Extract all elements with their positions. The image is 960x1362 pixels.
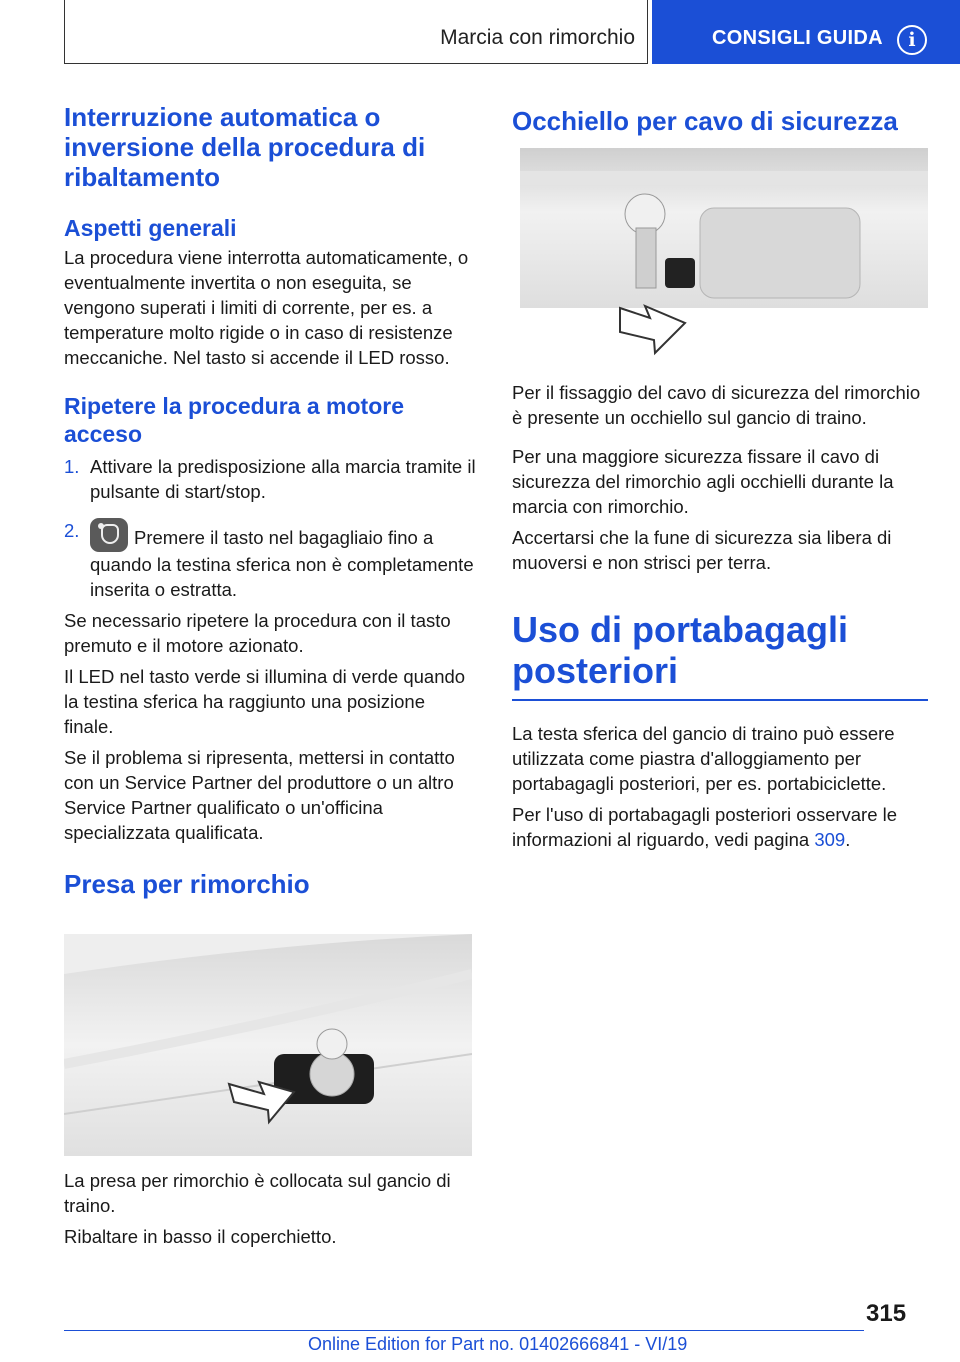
- steps-list: [64, 454, 476, 602]
- section-title-carrier: Uso di portabagagli posteriori: [512, 609, 849, 691]
- paragraph-eyelet-info: Per il fissaggio del cavo di sicurezza del rimorchio è presente un occhiello sul gancio di traino.: [512, 382, 921, 428]
- step-text: Premere il tasto nel bagagliaio fino a quando la testina sferica non è completamente inserita o estratta.: [90, 527, 474, 600]
- paragraph-repeat: Se necessario ripetere la procedura con il tasto premuto e il motore azionato.: [64, 610, 451, 656]
- paragraph-eyelet-safety: Per una maggiore sicurezza fissare il cavo di sicurezza del rimorchio agli occhielli durante la marcia con rimorchio.: [512, 446, 894, 517]
- title-divider: [512, 699, 928, 701]
- reference-end: .: [845, 828, 851, 850]
- trailer-socket-image: [64, 934, 472, 1156]
- step-number: 1.: [64, 456, 80, 477]
- trunk-button-icon: [90, 518, 128, 552]
- page-link-309[interactable]: 309: [814, 828, 846, 850]
- info-icon[interactable]: i: [897, 25, 927, 55]
- left-column-bottom: [64, 1168, 476, 1249]
- header-chapter-tab[interactable]: [652, 0, 960, 64]
- paragraph-contact: Se il problema si ripresenta, mettersi in contatto con un Service Partner del produttore o un altro Service Partner qualificato o un'officina specializzata qualificata.: [64, 747, 455, 843]
- section-title-socket: Presa per rimorchio: [64, 869, 310, 899]
- section-title-eyelet: Occhiello per cavo di sicurezza: [512, 106, 898, 136]
- left-column: [64, 100, 476, 899]
- list-item: [64, 518, 476, 602]
- paragraph-led: Il LED nel tasto verde si illumina di verde quando la testina sferica ha raggiunto una posizione finale.: [64, 666, 466, 737]
- right-column-bottom: [512, 380, 928, 852]
- header-section-title: Marcia con rimorchio: [440, 26, 635, 49]
- safety-eyelet-image: [520, 148, 928, 366]
- header-section-box: [64, 0, 648, 64]
- list-item: [64, 454, 476, 504]
- header-chapter-title: CONSIGLI GUIDA: [712, 27, 883, 49]
- paragraph-carrier-usage: La testa sferica del gancio di traino può essere utilizzata come piastra d'alloggiamento per portabagagli posteriori, per es. portabiciclette.: [512, 722, 895, 794]
- paragraph-carrier-reference: [512, 802, 928, 852]
- paragraph-eyelet-cable: Accertarsi che la fune di sicurezza sia libera di muoversi e non strisci per terra.: [512, 527, 892, 573]
- paragraph-socket-location: La presa per rimorchio è collocata sul gancio di traino.: [64, 1170, 451, 1216]
- paragraph-general: La procedura viene interrotta automaticamente, o eventualmente invertita o non eseguita, se vengono superati i limiti di corrente, per es. a temperature molto rigide o in caso di resistenze meccaniche. Nel tasto si accende il LED rosso.: [64, 247, 469, 368]
- step-text: Attivare la predisposizione alla marcia tramite il pulsante di start/stop.: [90, 456, 476, 502]
- page-number: 315: [866, 1300, 907, 1327]
- step-number: 2.: [64, 520, 80, 541]
- paragraph-socket-cover: Ribaltare in basso il coperchietto.: [64, 1226, 337, 1247]
- footer-edition: Online Edition for Part no. 01402666841 - VI/19: [308, 1334, 688, 1354]
- reference-text: Per l'uso di portabagagli posteriori osservare le informazioni al riguardo, vedi pagina: [512, 803, 898, 850]
- right-column: [512, 100, 928, 136]
- subheading-repeat: Ripetere la procedura a motore acceso: [64, 393, 404, 447]
- section-title-interruption: Interruzione automatica o inversione della procedura di ribaltamento: [64, 102, 426, 192]
- footer-divider: [64, 1330, 864, 1331]
- subheading-general: Aspetti generali: [64, 215, 237, 241]
